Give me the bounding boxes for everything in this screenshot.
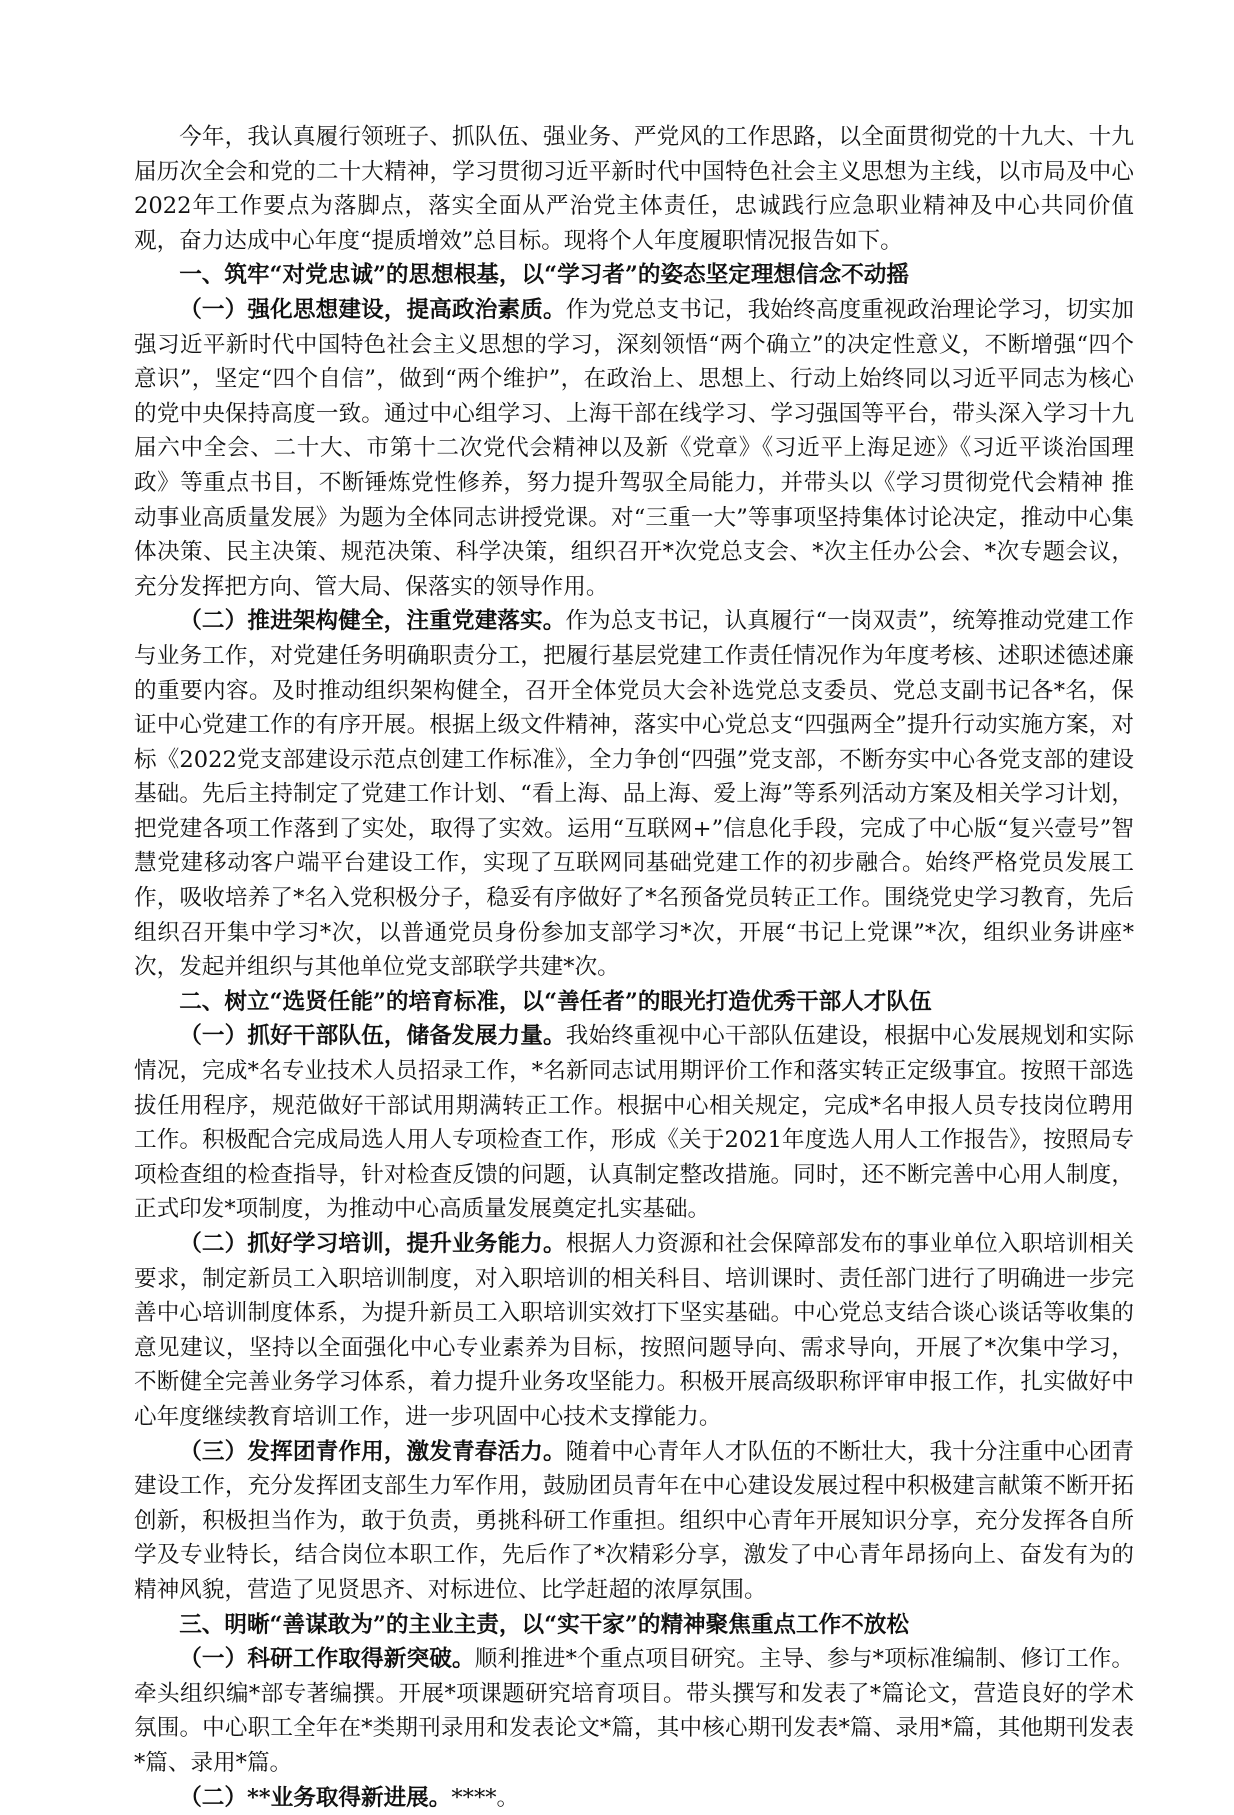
- section-3-paragraph-2-body: ****。: [451, 1785, 519, 1811]
- section-2-paragraph-2: [134, 1227, 1134, 1435]
- section-2-heading: 二、树立“选贤任能”的培育标准，以“善任者”的眼光打造优秀干部人才队伍: [134, 985, 1134, 1020]
- intro-paragraph: 今年，我认真履行领班子、抓队伍、强业务、严党风的工作思路，以全面贯彻党的十九大、十九届历次全会和党的二十大精神，学习贯彻习近平新时代中国特色社会主义思想为主线，以市局及中心2022年工作要点为落脚点，落实全面从严治党主体责任，忠诚践行应急职业精神及中心共同价值观，奋力达成中心年度“提质增效”总目标。现将个人年度履职情况报告如下。: [134, 120, 1134, 258]
- section-1-heading: 一、筑牢“对党忠诚”的思想根基，以“学习者”的姿态坚定理想信念不动摇: [134, 258, 1134, 293]
- document-page: [134, 120, 1134, 1815]
- section-1-paragraph-2-body: 作为总支书记，认真履行“一岗双责”，统筹推动党建工作与业务工作，对党建任务明确职责分工，把履行基层党建工作责任情况作为年度考核、述职述德述廉的重要内容。及时推动组织架构健全，召开全体党员大会补选党总支委员、党总支副书记各*名，保证中心党建工作的有序开展。根据上级文件精神，落实中心党总支“四强两全”提升行动实施方案，对标《2022党支部建设示范点创建工作标准》，全力争创“四强”党支部，不断夯实中心各党支部的建设基础。先后主持制定了党建工作计划、“看上海、品上海、爱上海”等系列活动方案及相关学习计划，把党建各项工作落到了实处，取得了实效。运用“互联网+”信息化手段，完成了中心版“复兴壹号”智慧党建移动客户端平台建设工作，实现了互联网同基础党建工作的初步融合。始终严格党员发展工作，吸收培养了*名入党积极分子，稳妥有序做好了*名预备党员转正工作。围绕党史学习教育，先后组织召开集中学习*次，以普通党员身份参加支部学习*次，开展“书记上党课”*次，组织业务讲座*次，发起并组织与其他单位党支部联学共建*次。: [134, 608, 1134, 980]
- section-1-paragraph-2: [134, 604, 1134, 985]
- section-3-paragraph-2-lead: （二）**业务取得新进展。: [179, 1785, 451, 1811]
- section-2-paragraph-1-body: 我始终重视中心干部队伍建设，根据中心发展规划和实际情况，完成*名专业技术人员招录工作，*名新同志试用期评价工作和落实转正定级事宜。按照干部选拔任用程序，规范做好干部试用期满转正工作。根据中心相关规定，完成*名申报人员专技岗位聘用工作。积极配合完成局选人用人专项检查工作，形成《关于2021年度选人用人工作报告》，按照局专项检查组的检查指导，针对检查反馈的问题，认真制定整改措施。同时，还不断完善中心用人制度，正式印发*项制度，为推动中心高质量发展奠定扎实基础。: [134, 1023, 1134, 1222]
- section-2-paragraph-3-body: 随着中心青年人才队伍的不断壮大，我十分注重中心团青建设工作，充分发挥团支部生力军作用，鼓励团员青年在中心建设发展过程中积极建言献策不断开拓创新，积极担当作为，敢于负责，勇挑科研工作重担。组织中心青年开展知识分享，充分发挥各自所学及专业特长，结合岗位本职工作，先后作了*次精彩分享，激发了中心青年昂扬向上、奋发有为的精神风貌，营造了见贤思齐、对标进位、比学赶超的浓厚氛围。: [134, 1439, 1134, 1603]
- section-2-paragraph-2-lead: （二）抓好学习培训，提升业务能力。: [179, 1231, 566, 1257]
- section-3-paragraph-1: [134, 1642, 1134, 1780]
- section-2-paragraph-1-lead: （一）抓好干部队伍，储备发展力量。: [179, 1023, 566, 1049]
- section-1-paragraph-2-lead: （二）推进架构健全，注重党建落实。: [179, 608, 565, 634]
- section-3-heading: 三、明晰“善谋敢为”的主业主责，以“实干家”的精神聚焦重点工作不放松: [134, 1608, 1134, 1643]
- section-2-paragraph-1: [134, 1019, 1134, 1227]
- section-2-paragraph-3-lead: （三）发挥团青作用，激发青春活力。: [179, 1439, 566, 1465]
- section-1-paragraph-1-lead: （一）强化思想建设，提高政治素质。: [179, 297, 566, 323]
- section-2-paragraph-2-body: 根据人力资源和社会保障部发布的事业单位入职培训相关要求，制定新员工入职培训制度，对入职培训的相关科目、培训课时、责任部门进行了明确进一步完善中心培训制度体系，为提升新员工入职培训实效打下坚实基础。中心党总支结合谈心谈话等收集的意见建议，坚持以全面强化中心专业素养为目标，按照问题导向、需求导向，开展了*次集中学习，不断健全完善业务学习体系，着力提升业务攻坚能力。积极开展高级职称评审申报工作，扎实做好中心年度继续教育培训工作，进一步巩固中心技术支撑能力。: [134, 1231, 1134, 1430]
- section-3-paragraph-2: [134, 1781, 1134, 1815]
- section-1-paragraph-1-body: 作为党总支书记，我始终高度重视政治理论学习，切实加强习近平新时代中国特色社会主义思想的学习，深刻领悟“两个确立”的决定性意义，不断增强“四个意识”，坚定“四个自信”，做到“两个维护”，在政治上、思想上、行动上始终同以习近平同志为核心的党中央保持高度一致。通过中心组学习、上海干部在线学习、学习强国等平台，带头深入学习十九届六中全会、二十大、市第十二次党代会精神以及新《党章》《习近平上海足迹》《习近平谈治国理政》等重点书目，不断锤炼党性修养，努力提升驾驭全局能力，并带头以《学习贯彻党代会精神 推动事业高质量发展》为题为全体同志讲授党课。对“三重一大”等事项坚持集体讨论决定，推动中心集体决策、民主决策、规范决策、科学决策，组织召开*次党总支会、*次主任办公会、*次专题会议，充分发挥把方向、管大局、保落实的领导作用。: [134, 297, 1134, 600]
- section-1-paragraph-1: [134, 293, 1134, 604]
- section-3-paragraph-1-body: 顺利推进*个重点项目研究。主导、参与*项标准编制、修订工作。牵头组织编*部专著编撰。开展*项课题研究培育项目。带头撰写和发表了*篇论文，营造良好的学术氛围。中心职工全年在*类期刊录用和发表论文*篇，其中核心期刊发表*篇、录用*篇，其他期刊发表*篇、录用*篇。: [134, 1646, 1134, 1776]
- section-2-paragraph-3: [134, 1435, 1134, 1608]
- section-3-paragraph-1-lead: （一）科研工作取得新突破。: [179, 1646, 475, 1672]
